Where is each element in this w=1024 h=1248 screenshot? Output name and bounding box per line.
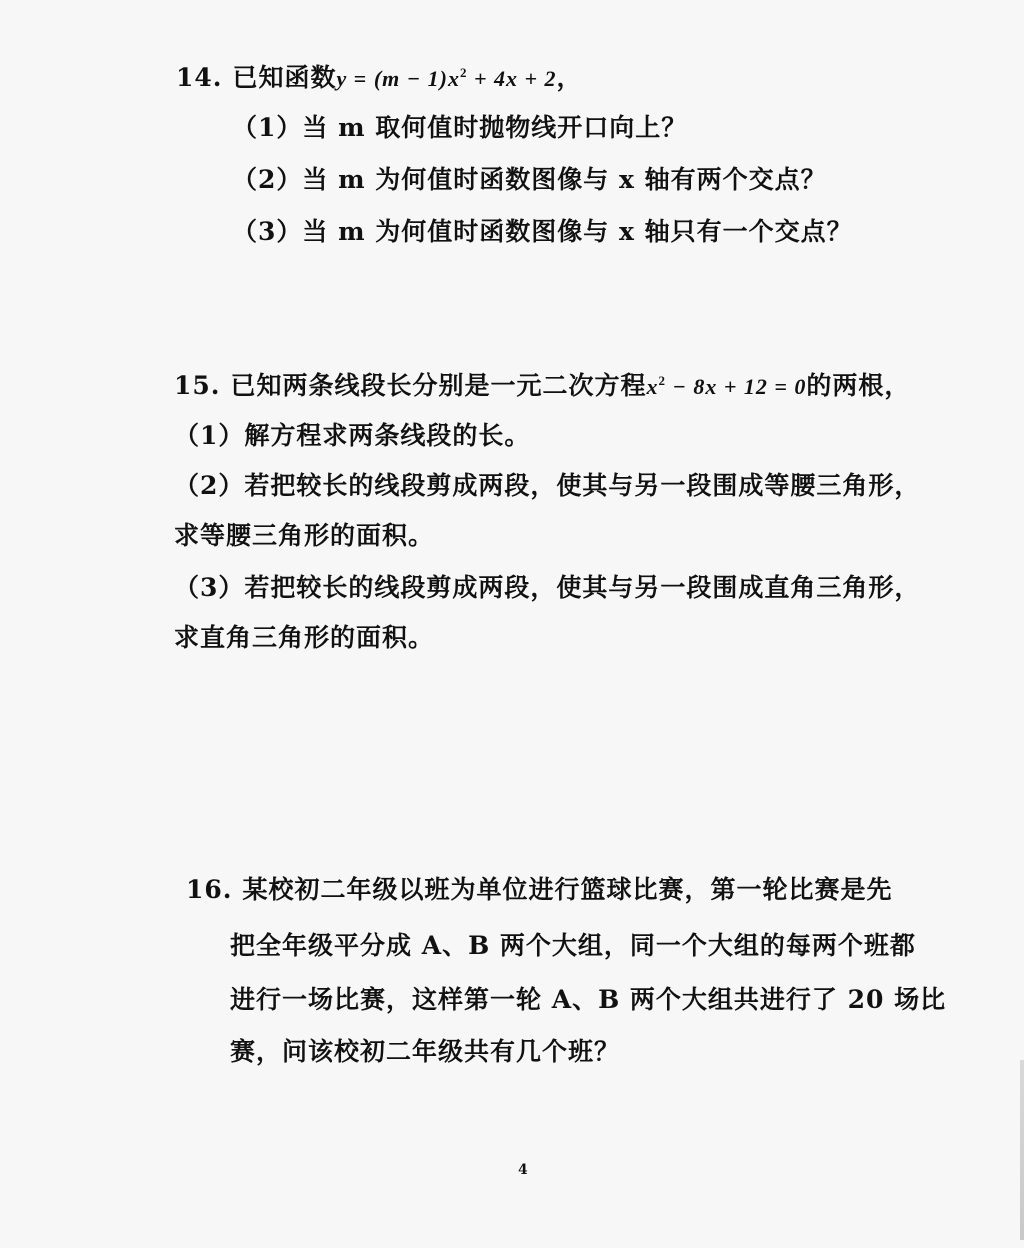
q16-number: 16. (186, 875, 233, 904)
q15-formula: $x^2 - 8x + 12 = 0$ (646, 373, 807, 399)
q14-sub2: （2）当 m 为何值时函数图像与 x 轴有两个交点？ (232, 165, 827, 194)
q16-line4: 赛，问该校初二年级共有几个班？ (230, 1037, 621, 1066)
q15-sub3-line2: 求直角三角形的面积。 (174, 623, 435, 652)
q14-sub3: （3）当 m 为何值时函数图像与 x 轴只有一个交点？ (232, 217, 853, 246)
page-number: 4 (518, 1162, 528, 1178)
q16-line1 (186, 870, 893, 906)
q15-sub2-line1: （2）若把较长的线段剪成两段，使其与另一段围成等腰三角形， (174, 471, 921, 500)
scan-edge-shadow (1020, 1060, 1024, 1240)
q15-stem (174, 366, 910, 402)
q14-intro: 已知函数 (232, 63, 337, 92)
q15-number: 15. (174, 371, 221, 400)
q15-sub1: （1）解方程求两条线段的长。 (174, 421, 531, 450)
q15-tail: 的两根， (806, 371, 911, 400)
q14-formula-end: ， (556, 63, 583, 92)
q16-text-line1: 某校初二年级以班为单位进行篮球比赛，第一轮比赛是先 (242, 875, 893, 904)
q15-intro: 已知两条线段长分别是一元二次方程 (230, 371, 647, 400)
q16-line3: 进行一场比赛，这样第一轮 A、B 两个大组共进行了 20 场比 (230, 985, 947, 1014)
q14-number: 14. (176, 63, 223, 92)
q14-sub1: （1）当 m 取何值时抛物线开口向上？ (232, 113, 688, 142)
q15-sub3-line1: （3）若把较长的线段剪成两段，使其与另一段围成直角三角形， (174, 573, 921, 602)
q15-sub2-line2: 求等腰三角形的面积。 (174, 521, 435, 550)
q14-formula: $y = (m - 1)x^2 + 4x + 2$ (336, 65, 557, 91)
q16-line2: 把全年级平分成 A、B 两个大组，同一个大组的每两个班都 (230, 931, 916, 960)
q14-stem (176, 58, 583, 94)
